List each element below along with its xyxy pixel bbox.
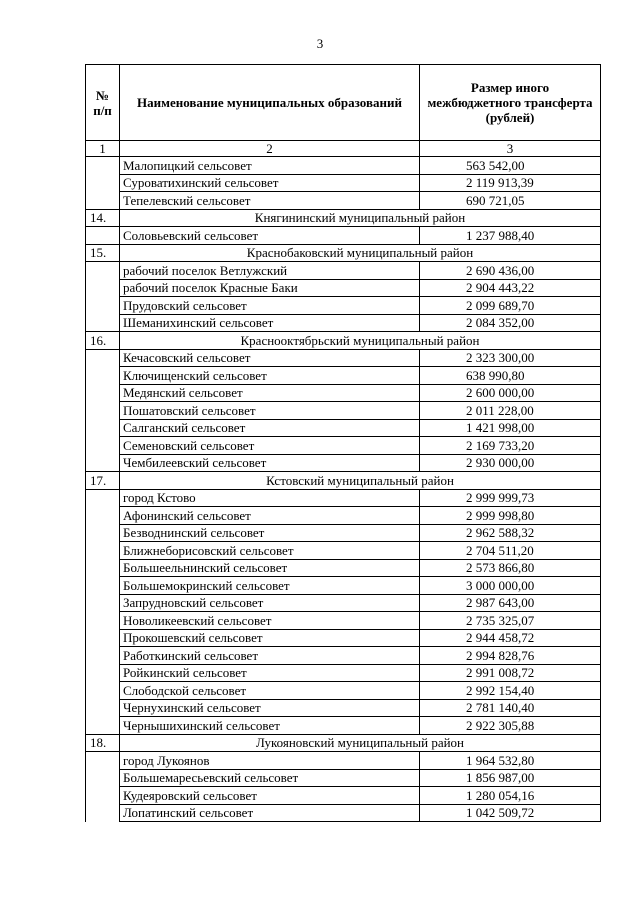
municipality-name: Большемокринский сельсовет: [120, 577, 420, 595]
municipality-name: Безводнинский сельсовет: [120, 524, 420, 542]
table-row: [86, 577, 601, 595]
column-index-row: [86, 141, 601, 157]
district-name: Лукояновский муниципальный район: [120, 734, 601, 752]
municipality-name: Пошатовский сельсовет: [120, 402, 420, 420]
transfer-amount: 2 904 443,22: [420, 279, 601, 297]
transfer-amount: 2 573 866,80: [420, 559, 601, 577]
municipality-name: Чернышихинский сельсовет: [120, 717, 420, 735]
table-row: [86, 647, 601, 665]
municipality-name: Новоликеевский сельсовет: [120, 612, 420, 630]
municipality-name: Большемаресьевский сельсовет: [120, 769, 420, 787]
transfer-amount: 2 922 305,88: [420, 717, 601, 735]
municipality-name: город Лукоянов: [120, 752, 420, 770]
table-row: [86, 507, 601, 525]
table-row: [86, 262, 601, 280]
table-row: [86, 682, 601, 700]
transfer-amount: 1 964 532,80: [420, 752, 601, 770]
transfer-amount: 2 119 913,39: [420, 174, 601, 192]
column-index: 1: [86, 141, 120, 157]
transfer-amount: 2 944 458,72: [420, 629, 601, 647]
table-row: [86, 804, 601, 822]
table-row: [86, 787, 601, 805]
municipality-name: город Кстово: [120, 489, 420, 507]
table-row: [86, 192, 601, 210]
table-row: [86, 314, 601, 332]
municipality-name: Кечасовский сельсовет: [120, 349, 420, 367]
municipality-name: Чембилеевский сельсовет: [120, 454, 420, 472]
table-row: [86, 437, 601, 455]
header-name: Наименование муниципальных образований: [120, 65, 420, 141]
table-row: [86, 489, 601, 507]
row-number: [86, 349, 120, 472]
table-row: [86, 402, 601, 420]
transfer-amount: 2 690 436,00: [420, 262, 601, 280]
table-row: [86, 419, 601, 437]
district-name: Кстовский муниципальный район: [120, 472, 601, 490]
transfer-amount: 1 421 998,00: [420, 419, 601, 437]
municipality-name: Лопатинский сельсовет: [120, 804, 420, 822]
municipality-name: Работкинский сельсовет: [120, 647, 420, 665]
transfer-amount: 2 987 643,00: [420, 594, 601, 612]
municipality-name: Ближнеборисовский сельсовет: [120, 542, 420, 560]
transfer-amount: 563 542,00: [420, 157, 601, 175]
municipality-name: Слободской сельсовет: [120, 682, 420, 700]
transfer-amount: 690 721,05: [420, 192, 601, 210]
column-index: 2: [120, 141, 420, 157]
district-row: [86, 734, 601, 752]
row-number: [86, 157, 120, 210]
municipality-name: Тепелевский сельсовет: [120, 192, 420, 210]
transfer-amount: 2 999 998,80: [420, 507, 601, 525]
transfer-amount: 2 099 689,70: [420, 297, 601, 315]
table-row: [86, 297, 601, 315]
municipality-name: Кудеяровский сельсовет: [120, 787, 420, 805]
table-row: [86, 612, 601, 630]
header-row: [86, 65, 601, 141]
table-row: [86, 629, 601, 647]
transfer-amount: 2 991 008,72: [420, 664, 601, 682]
district-number: 16.: [86, 332, 120, 350]
municipality-name: Соловьевский сельсовет: [120, 227, 420, 245]
table-row: [86, 157, 601, 175]
municipality-name: Семеновский сельсовет: [120, 437, 420, 455]
municipality-name: рабочий поселок Ветлужский: [120, 262, 420, 280]
table-row: [86, 594, 601, 612]
municipality-name: рабочий поселок Красные Баки: [120, 279, 420, 297]
transfer-amount: 1 280 054,16: [420, 787, 601, 805]
row-number: [86, 489, 120, 734]
table-row: [86, 349, 601, 367]
district-row: [86, 472, 601, 490]
column-index: 3: [420, 141, 601, 157]
transfer-amount: 2 600 000,00: [420, 384, 601, 402]
municipality-name: Ключищенский сельсовет: [120, 367, 420, 385]
district-name: Краснооктябрьский муниципальный район: [120, 332, 601, 350]
district-name: Княгининский муниципальный район: [120, 209, 601, 227]
table-row: [86, 752, 601, 770]
transfer-amount: 2 930 000,00: [420, 454, 601, 472]
transfer-table: [85, 64, 601, 822]
transfer-amount: 1 237 988,40: [420, 227, 601, 245]
transfer-amount: 2 011 228,00: [420, 402, 601, 420]
municipality-name: Малопицкий сельсовет: [120, 157, 420, 175]
municipality-name: Чернухинский сельсовет: [120, 699, 420, 717]
municipality-name: Ройкинский сельсовет: [120, 664, 420, 682]
table-row: [86, 227, 601, 245]
municipality-name: Прудовский сельсовет: [120, 297, 420, 315]
district-number: 18.: [86, 734, 120, 752]
table-row: [86, 717, 601, 735]
table-row: [86, 769, 601, 787]
page-number: 3: [316, 36, 324, 51]
transfer-amount: 2 704 511,20: [420, 542, 601, 560]
district-number: 14.: [86, 209, 120, 227]
table-row: [86, 524, 601, 542]
municipality-name: Большеельнинский сельсовет: [120, 559, 420, 577]
table-row: [86, 699, 601, 717]
row-number: [86, 227, 120, 245]
municipality-name: Прокошевский сельсовет: [120, 629, 420, 647]
row-number: [86, 262, 120, 332]
district-number: 17.: [86, 472, 120, 490]
transfer-amount: 2 084 352,00: [420, 314, 601, 332]
transfer-amount: 2 999 999,73: [420, 489, 601, 507]
table-row: [86, 174, 601, 192]
transfer-amount: 1 856 987,00: [420, 769, 601, 787]
municipality-name: Салганский сельсовет: [120, 419, 420, 437]
municipality-name: Запрудновский сельсовет: [120, 594, 420, 612]
table-body: [86, 141, 601, 822]
table-row: [86, 559, 601, 577]
transfer-amount: 638 990,80: [420, 367, 601, 385]
district-row: [86, 332, 601, 350]
transfer-amount: 3 000 000,00: [420, 577, 601, 595]
transfer-amount: 2 994 828,76: [420, 647, 601, 665]
header-num: № п/п: [86, 65, 120, 141]
table-row: [86, 454, 601, 472]
table-row: [86, 384, 601, 402]
table-row: [86, 279, 601, 297]
transfer-amount: 2 781 140,40: [420, 699, 601, 717]
municipality-name: Афонинский сельсовет: [120, 507, 420, 525]
transfer-amount: 2 962 588,32: [420, 524, 601, 542]
transfer-amount: 1 042 509,72: [420, 804, 601, 822]
transfer-amount: 2 169 733,20: [420, 437, 601, 455]
municipality-name: Шеманихинский сельсовет: [120, 314, 420, 332]
district-row: [86, 209, 601, 227]
municipality-name: Медянский сельсовет: [120, 384, 420, 402]
table-row: [86, 367, 601, 385]
table-row: [86, 542, 601, 560]
transfer-amount: 2 323 300,00: [420, 349, 601, 367]
transfer-amount: 2 735 325,07: [420, 612, 601, 630]
municipality-name: Суроватихинский сельсовет: [120, 174, 420, 192]
transfer-amount: 2 992 154,40: [420, 682, 601, 700]
district-number: 15.: [86, 244, 120, 262]
header-amount: Размер иного межбюджетного трансферта (рублей): [420, 65, 601, 141]
row-number: [86, 752, 120, 822]
district-name: Краснобаковский муниципальный район: [120, 244, 601, 262]
table-row: [86, 664, 601, 682]
district-row: [86, 244, 601, 262]
